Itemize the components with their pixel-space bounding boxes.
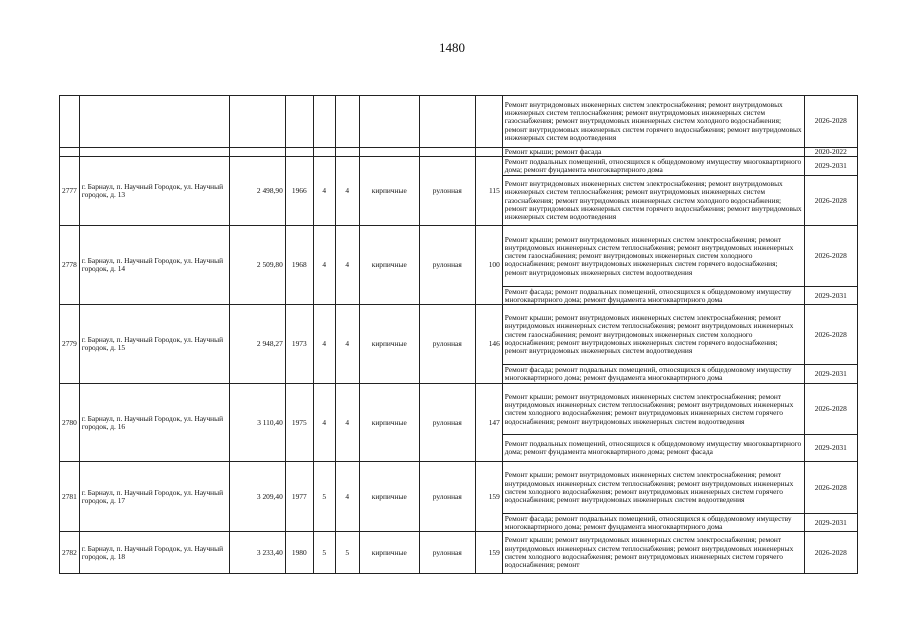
- row-number: 2781: [60, 462, 80, 532]
- residents: 100: [475, 226, 502, 305]
- work-description: Ремонт крыши; ремонт внутридомовых инженерных систем электроснабжения; ремонт внутридомовых инженерных систем теплоснабжения; ремонт внутридомовых инженерных систем холодного водоснабжения; ремонт внутридомовых инженерных систем горячего водоснабжения; ремонт внутридомовых инженерных систем водоотведения: [502, 384, 804, 435]
- registry-body: [60, 96, 858, 574]
- work-period: 2029-2031: [804, 435, 857, 462]
- roof-type: рулонная: [419, 462, 475, 532]
- roof-type: рулонная: [419, 384, 475, 462]
- row-number: 2779: [60, 305, 80, 384]
- wall-material: кирпичные: [359, 384, 419, 462]
- work-description: Ремонт фасада; ремонт подвальных помещений, относящихся к общедомовому имуществу многоквартирного дома; ремонт фундамента многоквартирного дома: [502, 514, 804, 532]
- work-period: 2029-2031: [804, 287, 857, 305]
- wall-material: кирпичные: [359, 462, 419, 532]
- roof-type: рулонная: [419, 532, 475, 574]
- build-year: 1966: [285, 157, 313, 226]
- area: 3 209,40: [229, 462, 285, 532]
- entrances: 4: [335, 226, 359, 305]
- work-description: Ремонт крыши; ремонт внутридомовых инженерных систем электроснабжения; ремонт внутридомовых инженерных систем теплоснабжения; ремонт внутридомовых инженерных систем газоснабжения; ремонт внутридомовых инженерных систем холодного водоснабжения; ремонт внутридомовых инженерных систем горячего водоснабжения; ремонт внутридомовых инженерных систем водоотведения: [502, 226, 804, 287]
- residents: 147: [475, 384, 502, 462]
- build-year: 1975: [285, 384, 313, 462]
- row-number: 2777: [60, 157, 80, 226]
- table-row: [60, 305, 858, 365]
- residents: 159: [475, 462, 502, 532]
- roof-type: рулонная: [419, 226, 475, 305]
- residents: 159: [475, 532, 502, 574]
- address: г. Барнаул, п. Научный Городок, ул. Научный городок, д. 14: [79, 226, 229, 305]
- work-description: Ремонт подвальных помещений, относящихся к общедомовому имуществу многоквартирного дома; ремонт фундамента многоквартирного дома; ремонт фасада: [502, 435, 804, 462]
- work-period: 2029-2031: [804, 365, 857, 384]
- work-period: 2026-2028: [804, 532, 857, 574]
- work-description: Ремонт внутридомовых инженерных систем электроснабжения; ремонт внутридомовых инженерных систем теплоснабжения; ремонт внутридомовых инженерных систем газоснабжения; ремонт внутридомовых инженерных систем холодного водоснабжения; ремонт внутридомовых инженерных систем горячего водоснабжения; ремонт внутридомовых инженерных систем водоотведения: [502, 176, 804, 226]
- build-year: 1980: [285, 532, 313, 574]
- residents: 146: [475, 305, 502, 384]
- table-row: [60, 384, 858, 435]
- address: г. Барнаул, п. Научный Городок, ул. Научный городок, д. 13: [79, 157, 229, 226]
- entrances: 5: [335, 532, 359, 574]
- work-period: 2026-2028: [804, 462, 857, 514]
- floors: 4: [313, 305, 335, 384]
- area: 2 948,27: [229, 305, 285, 384]
- work-description: Ремонт фасада; ремонт подвальных помещений, относящихся к общедомовому имуществу многоквартирного дома; ремонт фундамента многоквартирного дома: [502, 287, 804, 305]
- table-row: [60, 148, 858, 157]
- wall-material: кирпичные: [359, 226, 419, 305]
- area: 3 110,40: [229, 384, 285, 462]
- table-row: [60, 96, 858, 148]
- work-period: 2026-2028: [804, 305, 857, 365]
- build-year: 1968: [285, 226, 313, 305]
- table-row: [60, 226, 858, 287]
- work-description: Ремонт подвальных помещений, относящихся к общедомовому имуществу многоквартирного дома; ремонт фундамента многоквартирного дома: [502, 157, 804, 176]
- work-description: Ремонт фасада; ремонт подвальных помещений, относящихся к общедомовому имуществу многоквартирного дома; ремонт фундамента многоквартирного дома: [502, 365, 804, 384]
- area: 2 498,90: [229, 157, 285, 226]
- work-period: 2029-2031: [804, 157, 857, 176]
- work-period: 2026-2028: [804, 384, 857, 435]
- floors: 4: [313, 384, 335, 462]
- entrances: 4: [335, 462, 359, 532]
- floors: 4: [313, 157, 335, 226]
- floors: 4: [313, 226, 335, 305]
- table-row: [60, 532, 858, 574]
- row-number: 2778: [60, 226, 80, 305]
- work-description: Ремонт крыши; ремонт внутридомовых инженерных систем электроснабжения; ремонт внутридомовых инженерных систем теплоснабжения; ремонт внутридомовых инженерных систем холодного водоснабжения; ремонт внутридомовых инженерных систем горячего водоснабжения; ремонт внутридомовых инженерных систем водоотведения: [502, 462, 804, 514]
- work-period: 2026-2028: [804, 96, 857, 148]
- address: г. Барнаул, п. Научный Городок, ул. Научный городок, д. 15: [79, 305, 229, 384]
- build-year: 1977: [285, 462, 313, 532]
- housing-registry-table: [59, 95, 858, 574]
- floors: 5: [313, 462, 335, 532]
- work-description: Ремонт крыши; ремонт внутридомовых инженерных систем электроснабжения; ремонт внутридомовых инженерных систем теплоснабжения; ремонт внутридомовых инженерных систем холодного водоснабжения; ремонт внутридомовых инженерных систем горячего водоснабжения; ремонт: [502, 532, 804, 574]
- work-description: Ремонт крыши; ремонт внутридомовых инженерных систем электроснабжения; ремонт внутридомовых инженерных систем теплоснабжения; ремонт внутридомовых инженерных систем газоснабжения; ремонт внутридомовых инженерных систем холодного водоснабжения; ремонт внутридомовых инженерных систем горячего водоснабжения; ремонт внутридомовых инженерных систем водоотведения: [502, 305, 804, 365]
- entrances: 4: [335, 384, 359, 462]
- work-period: 2029-2031: [804, 514, 857, 532]
- work-period: 2026-2028: [804, 176, 857, 226]
- wall-material: кирпичные: [359, 305, 419, 384]
- page-number: 1480: [439, 40, 465, 55]
- work-period: 2026-2028: [804, 226, 857, 287]
- work-description: Ремонт внутридомовых инженерных систем электроснабжения; ремонт внутридомовых инженерных систем теплоснабжения; ремонт внутридомовых инженерных систем газоснабжения; ремонт внутридомовых инженерных систем холодного водоснабжения; ремонт внутридомовых инженерных систем горячего водоснабжения; ремонт внутридомовых инженерных систем водоотведения: [502, 96, 804, 148]
- wall-material: кирпичные: [359, 157, 419, 226]
- entrances: 4: [335, 305, 359, 384]
- address: г. Барнаул, п. Научный Городок, ул. Научный городок, д. 18: [79, 532, 229, 574]
- area: 2 509,80: [229, 226, 285, 305]
- wall-material: кирпичные: [359, 532, 419, 574]
- entrances: 4: [335, 157, 359, 226]
- roof-type: рулонная: [419, 157, 475, 226]
- row-number: 2782: [60, 532, 80, 574]
- roof-type: рулонная: [419, 305, 475, 384]
- floors: 5: [313, 532, 335, 574]
- table-row: [60, 462, 858, 514]
- work-period: 2020-2022: [804, 148, 857, 157]
- row-number: 2780: [60, 384, 80, 462]
- address: г. Барнаул, п. Научный Городок, ул. Научный городок, д. 16: [79, 384, 229, 462]
- table-row: [60, 157, 858, 176]
- area: 3 233,40: [229, 532, 285, 574]
- build-year: 1973: [285, 305, 313, 384]
- work-description: Ремонт крыши; ремонт фасада: [502, 148, 804, 157]
- address: г. Барнаул, п. Научный Городок, ул. Научный городок, д. 17: [79, 462, 229, 532]
- residents: 115: [475, 157, 502, 226]
